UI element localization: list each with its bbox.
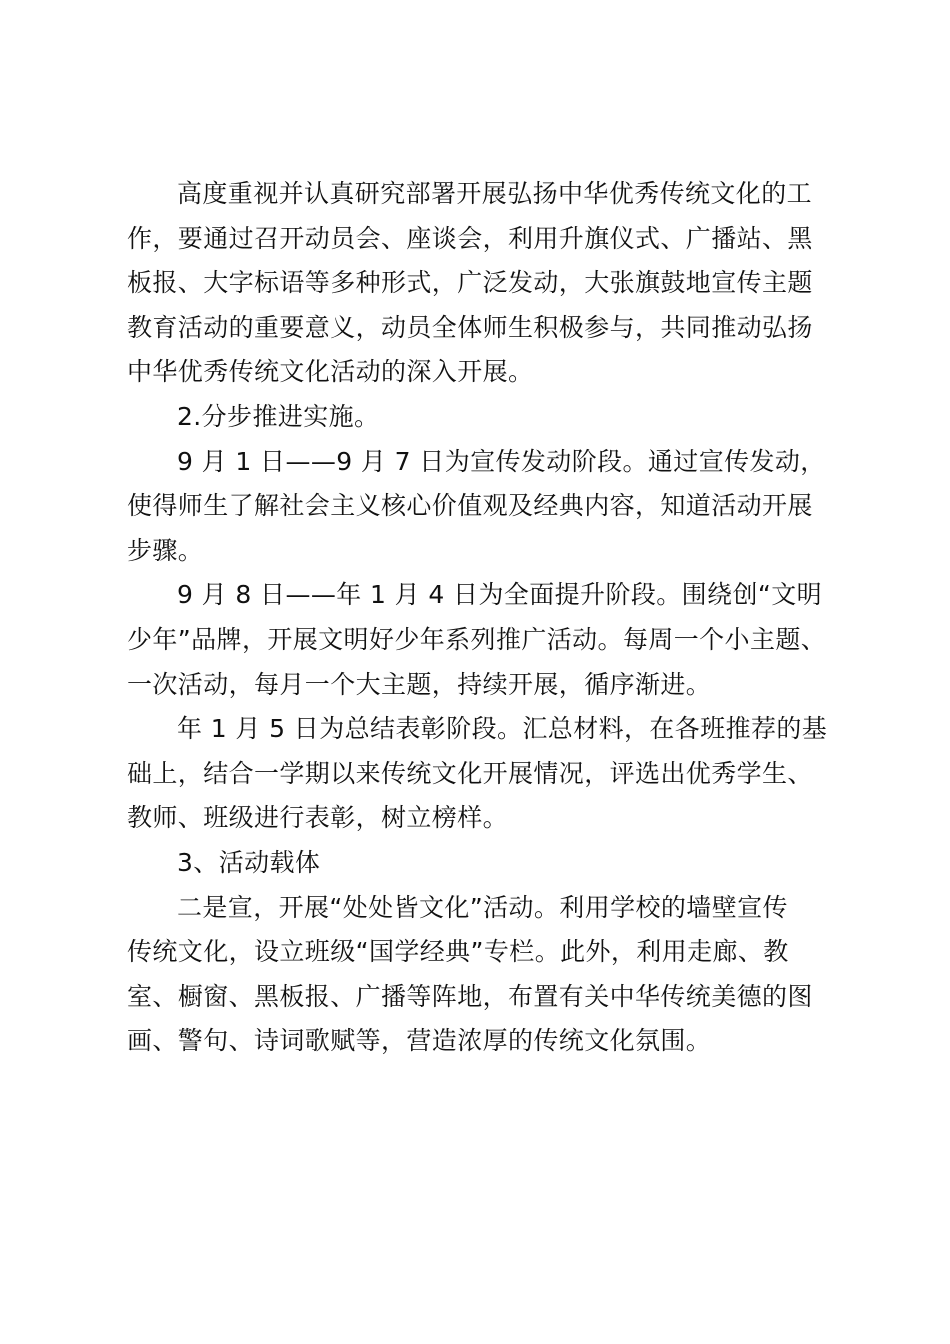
text-line: 高度重视并认真研究部署开展弘扬中华优秀传统文化的工 [177, 179, 813, 208]
text-line: 步骤。 [127, 535, 204, 565]
paragraph-phase-improvement [127, 573, 839, 707]
text-line: 少年”品牌，开展文明好少年系列推广活动。每周一个小主题、 [127, 624, 827, 654]
text-line: 室、橱窗、黑板报、广播等阵地，布置有关中华传统美德的图 [127, 981, 813, 1011]
text-line: 9 月 8 日——年 1 月 4 日为全面提升阶段。围绕创“文明 [177, 580, 823, 610]
text-line: 3、活动载体 [177, 847, 321, 877]
text-line: 使得师生了解社会主义核心价值观及经典内容，知道活动开展 [127, 491, 813, 521]
section-heading-carrier [127, 841, 839, 886]
text-line: 画、警句、诗词歌赋等，营造浓厚的传统文化氛围。 [127, 1026, 712, 1056]
text-line: 础上，结合一学期以来传统文化开展情况，评选出优秀学生、 [127, 758, 813, 788]
text-line: 作，要通过召开动员会、座谈会，利用升旗仪式、广播站、黑 [127, 223, 813, 253]
text-line: 年 1 月 5 日为总结表彰阶段。汇总材料，在各班推荐的基 [177, 714, 828, 744]
section-heading-steps [127, 395, 839, 440]
document-body [127, 172, 839, 1064]
text-line: 传统文化，设立班级“国学经典”专栏。此外，利用走廊、教 [127, 937, 789, 967]
text-line: 教师、班级进行表彰，树立榜样。 [127, 803, 509, 833]
text-line: 二是宣，开展“处处皆文化”活动。利用学校的墙壁宣传 [177, 892, 788, 922]
paragraph-phase-publicity [127, 440, 839, 574]
text-line: 2.分步推进实施。 [177, 401, 380, 431]
paragraph-mobilization [127, 172, 839, 395]
text-line: 一次活动，每月一个大主题，持续开展，循序渐进。 [127, 669, 712, 699]
text-line: 教育活动的重要意义，动员全体师生积极参与，共同推动弘扬 [127, 312, 813, 342]
text-line: 中华优秀传统文化活动的深入开展。 [127, 357, 534, 387]
text-line: 9 月 1 日——9 月 7 日为宣传发动阶段。通过宣传发动， [177, 446, 826, 476]
text-line: 板报、大字标语等多种形式，广泛发动，大张旗鼓地宣传主题 [127, 268, 813, 298]
paragraph-phase-summary [127, 707, 839, 841]
paragraph-culture-activity [127, 886, 839, 1064]
